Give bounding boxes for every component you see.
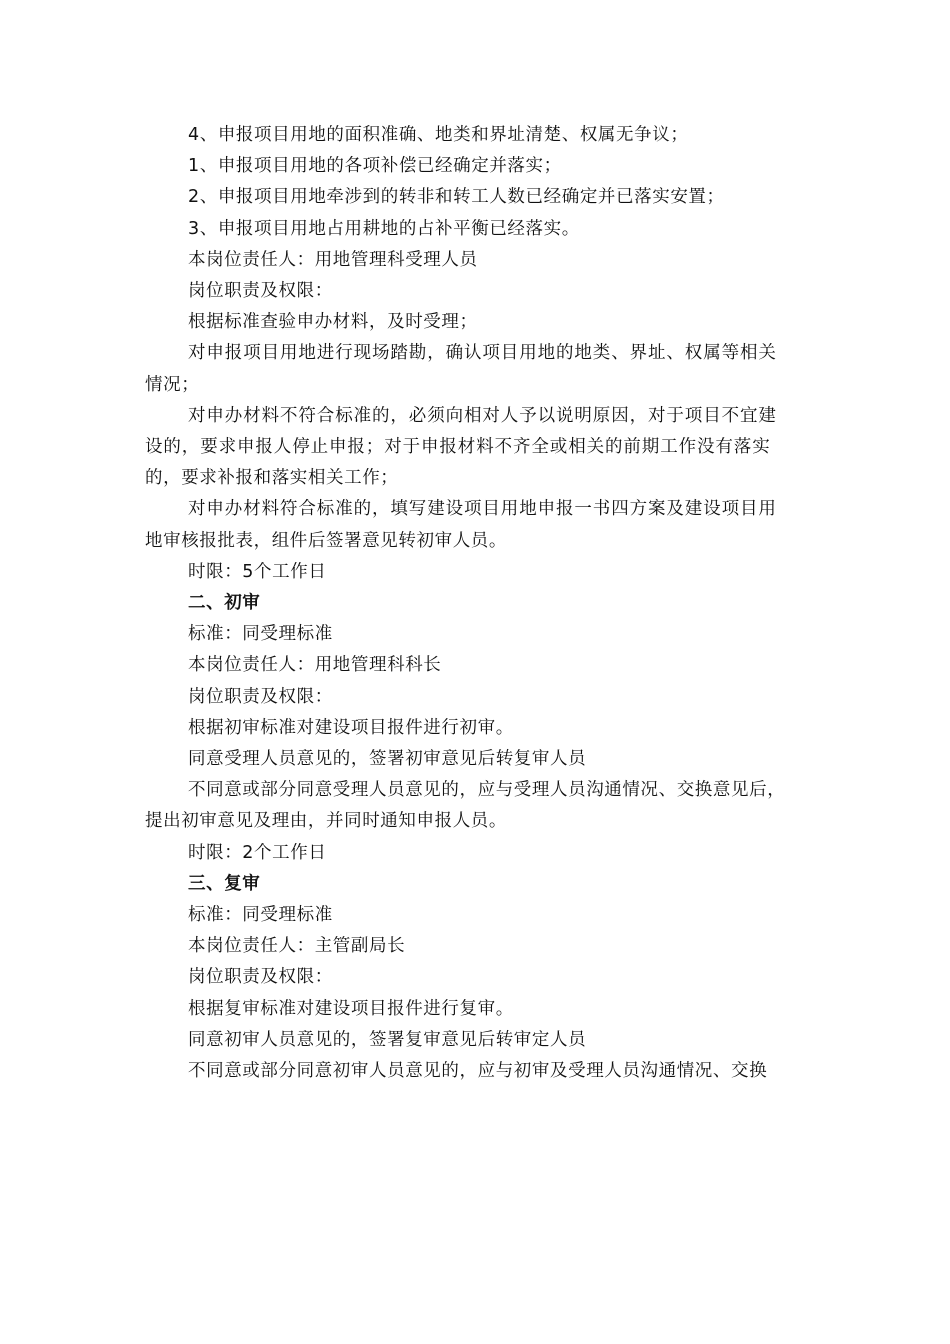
duties-label: 岗位职责及权限： bbox=[188, 686, 333, 707]
time-limit: 时限：2个工作日 bbox=[188, 842, 327, 863]
section-heading-preliminary-review: 二、初审 bbox=[188, 593, 261, 614]
duty-line: 对申办材料符合标准的，填写建设项目用地申报一书四方案及建设项目用 bbox=[188, 499, 777, 520]
duty-line: 根据复审标准对建设项目报件进行复审。 bbox=[188, 998, 514, 1019]
standard-line: 标准：同受理标准 bbox=[188, 905, 333, 926]
responsible-person: 本岗位责任人：主管副局长 bbox=[188, 936, 406, 957]
duty-line: 同意受理人员意见的，签署初审意见后转复审人员 bbox=[188, 749, 587, 770]
duties-label: 岗位职责及权限： bbox=[188, 967, 333, 988]
section-heading-re-review: 三、复审 bbox=[188, 873, 261, 894]
duty-line-continued: 的，要求补报和落实相关工作； bbox=[145, 468, 399, 489]
duty-line-continued: 设的，要求申报人停止申报；对于申报材料不齐全或相关的前期工作没有落实 bbox=[145, 437, 771, 458]
duty-line: 不同意或部分同意受理人员意见的，应与受理人员沟通情况、交换意见后， bbox=[188, 780, 786, 801]
criteria-item-4: 4、申报项目用地的面积准确、地类和界址清楚、权属无争议； bbox=[188, 125, 689, 145]
document-body bbox=[145, 120, 815, 1087]
duty-line-continued: 地审核报批表，组件后签署意见转初审人员。 bbox=[145, 530, 507, 551]
responsible-person: 本岗位责任人：用地管理科科长 bbox=[188, 655, 442, 676]
responsible-person: 本岗位责任人：用地管理科受理人员 bbox=[188, 249, 478, 270]
criteria-item-2: 2、申报项目用地牵涉到的转非和转工人数已经确定并已落实安置； bbox=[188, 187, 725, 208]
duty-line: 根据标准查验申办材料，及时受理； bbox=[188, 312, 478, 333]
standard-line: 标准：同受理标准 bbox=[188, 624, 333, 645]
duties-label: 岗位职责及权限： bbox=[188, 281, 333, 302]
duty-line: 根据初审标准对建设项目报件进行初审。 bbox=[188, 717, 514, 738]
duty-line-continued: 情况； bbox=[145, 374, 200, 395]
criteria-item-1: 1、申报项目用地的各项补偿已经确定并落实； bbox=[188, 156, 562, 177]
duty-line: 同意初审人员意见的，签署复审意见后转审定人员 bbox=[188, 1029, 587, 1050]
criteria-item-3: 3、申报项目用地占用耕地的占补平衡已经落实。 bbox=[188, 218, 580, 239]
duty-line-continued: 提出初审意见及理由，并同时通知申报人员。 bbox=[145, 811, 507, 832]
duty-line: 不同意或部分同意初审人员意见的，应与初审及受理人员沟通情况、交换 bbox=[188, 1061, 768, 1082]
duty-line: 对申办材料不符合标准的，必须向相对人予以说明原因，对于项目不宜建 bbox=[188, 405, 777, 426]
duty-line: 对申报项目用地进行现场踏勘，确认项目用地的地类、界址、权属等相关 bbox=[188, 343, 777, 364]
time-limit: 时限：5个工作日 bbox=[188, 561, 327, 582]
